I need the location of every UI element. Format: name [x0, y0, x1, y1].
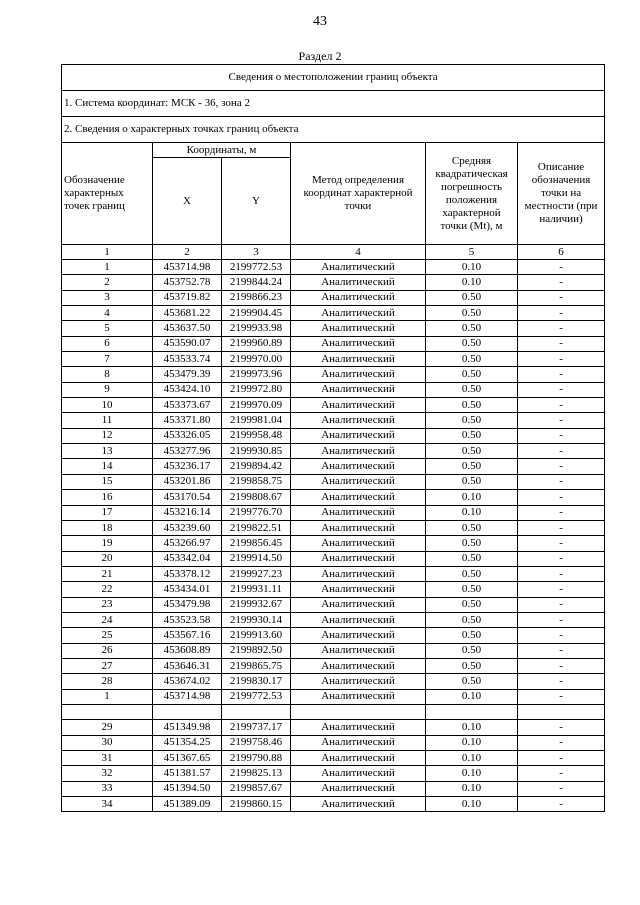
cell-coord-y: 2199866.23	[222, 290, 291, 305]
cell-point-number: 32	[62, 766, 153, 781]
header-description: Описание обозначения точки на местности (при наличии)	[518, 143, 605, 245]
cell-coord-x: 453378.12	[153, 566, 222, 581]
column-number: 5	[426, 245, 518, 260]
table-row	[62, 628, 605, 643]
cell-description: -	[518, 290, 605, 305]
cell-point-number: 23	[62, 597, 153, 612]
cell-method: Аналитический	[291, 398, 426, 413]
section-title: Раздел 2	[298, 49, 342, 63]
cell-accuracy: 0.50	[426, 582, 518, 597]
cell-point-number: 5	[62, 321, 153, 336]
cell-accuracy: 0.50	[426, 612, 518, 627]
table-row	[62, 505, 605, 520]
cell-coord-y: 2199860.15	[222, 797, 291, 812]
cell-point-number: 6	[62, 336, 153, 351]
cell-description: -	[518, 275, 605, 290]
cell-method: Аналитический	[291, 597, 426, 612]
cell-coord-x: 453714.98	[153, 689, 222, 704]
cell-method: Аналитический	[291, 658, 426, 673]
cell-accuracy: 0.10	[426, 751, 518, 766]
cell-coord-y: 2199825.13	[222, 766, 291, 781]
header-accuracy: Средняя квадратическая погрешность положения характерной точки (Mt), м	[426, 143, 518, 245]
cell-accuracy: 0.50	[426, 658, 518, 673]
cell-accuracy: 0.10	[426, 797, 518, 812]
cell-description: -	[518, 444, 605, 459]
cell-method: Аналитический	[291, 474, 426, 489]
cell-coord-y: 2199904.45	[222, 306, 291, 321]
table-row	[62, 290, 605, 305]
cell-description: -	[518, 781, 605, 796]
cell-coord-x: 453236.17	[153, 459, 222, 474]
cell-description: -	[518, 628, 605, 643]
cell-point-number: 7	[62, 352, 153, 367]
cell-method: Аналитический	[291, 352, 426, 367]
cell-coord-x: 453342.04	[153, 551, 222, 566]
cell-accuracy: 0.50	[426, 367, 518, 382]
cell-coord-y: 2199790.88	[222, 751, 291, 766]
cell-description	[518, 704, 605, 719]
table-row	[62, 751, 605, 766]
cell-description: -	[518, 536, 605, 551]
cell-accuracy: 0.50	[426, 474, 518, 489]
cell-accuracy: 0.50	[426, 566, 518, 581]
cell-description: -	[518, 766, 605, 781]
cell-accuracy: 0.50	[426, 336, 518, 351]
cell-description: -	[518, 505, 605, 520]
cell-coord-x: 453371.80	[153, 413, 222, 428]
cell-method: Аналитический	[291, 321, 426, 336]
table-row	[62, 597, 605, 612]
cell-coord-y: 2199927.23	[222, 566, 291, 581]
table-row	[62, 582, 605, 597]
cell-coord-x: 453326.05	[153, 428, 222, 443]
header-designation: Обозначение характерных точек границ	[62, 143, 153, 245]
cell-point-number: 3	[62, 290, 153, 305]
table-row	[62, 367, 605, 382]
cell-coord-y	[222, 704, 291, 719]
table-row	[62, 612, 605, 627]
cell-accuracy: 0.10	[426, 735, 518, 750]
cell-description: -	[518, 459, 605, 474]
cell-method: Аналитический	[291, 720, 426, 735]
cell-accuracy: 0.50	[426, 352, 518, 367]
cell-coord-x: 453646.31	[153, 658, 222, 673]
cell-point-number: 8	[62, 367, 153, 382]
cell-accuracy: 0.50	[426, 459, 518, 474]
table-row	[62, 520, 605, 535]
cell-description: -	[518, 720, 605, 735]
cell-coord-x: 451389.09	[153, 797, 222, 812]
cell-accuracy: 0.50	[426, 428, 518, 443]
column-number: 6	[518, 245, 605, 260]
cell-method: Аналитический	[291, 520, 426, 535]
cell-description: -	[518, 260, 605, 275]
coord-system: 1. Система координат: МСК - 36, зона 2	[62, 91, 605, 117]
cell-description: -	[518, 551, 605, 566]
table-row	[62, 444, 605, 459]
table-caption: Сведения о местоположении границ объекта	[62, 65, 605, 91]
cell-coord-x: 453216.14	[153, 505, 222, 520]
cell-description: -	[518, 306, 605, 321]
cell-coord-y: 2199737.17	[222, 720, 291, 735]
header-method: Метод определения координат характерной точки	[291, 143, 426, 245]
cell-coord-x: 453434.01	[153, 582, 222, 597]
cell-accuracy: 0.50	[426, 520, 518, 535]
cell-coord-y: 2199822.51	[222, 520, 291, 535]
cell-method: Аналитический	[291, 490, 426, 505]
points-heading: 2. Сведения о характерных точках границ объекта	[62, 117, 605, 143]
cell-method: Аналитический	[291, 643, 426, 658]
cell-description: -	[518, 582, 605, 597]
cell-method: Аналитический	[291, 382, 426, 397]
table-row	[62, 551, 605, 566]
header-coordinates: Координаты, м	[153, 143, 291, 158]
header-x: X	[153, 158, 222, 245]
cell-accuracy: 0.50	[426, 398, 518, 413]
cell-point-number: 4	[62, 306, 153, 321]
cell-method: Аналитический	[291, 444, 426, 459]
cell-coord-y: 2199914.50	[222, 551, 291, 566]
header-y: Y	[222, 158, 291, 245]
cell-point-number: 13	[62, 444, 153, 459]
cell-description: -	[518, 751, 605, 766]
cell-coord-y: 2199933.98	[222, 321, 291, 336]
cell-coord-y: 2199772.53	[222, 689, 291, 704]
table-row	[62, 689, 605, 704]
cell-accuracy: 0.10	[426, 720, 518, 735]
cell-point-number: 27	[62, 658, 153, 673]
cell-accuracy: 0.50	[426, 413, 518, 428]
table-row	[62, 720, 605, 735]
cell-point-number: 14	[62, 459, 153, 474]
cell-method: Аналитический	[291, 275, 426, 290]
cell-coord-y: 2199958.48	[222, 428, 291, 443]
cell-point-number: 16	[62, 490, 153, 505]
cell-coord-x: 453719.82	[153, 290, 222, 305]
cell-point-number: 28	[62, 674, 153, 689]
table-row	[62, 428, 605, 443]
table-row	[62, 490, 605, 505]
table-row	[62, 766, 605, 781]
cell-coord-x: 453681.22	[153, 306, 222, 321]
cell-accuracy: 0.50	[426, 382, 518, 397]
cell-method: Аналитический	[291, 612, 426, 627]
cell-accuracy: 0.50	[426, 306, 518, 321]
table-row	[62, 336, 605, 351]
cell-coord-x: 451354.25	[153, 735, 222, 750]
cell-accuracy: 0.50	[426, 674, 518, 689]
table-row	[62, 382, 605, 397]
cell-point-number: 31	[62, 751, 153, 766]
table-row	[62, 459, 605, 474]
cell-method: Аналитический	[291, 336, 426, 351]
cell-coord-y: 2199776.70	[222, 505, 291, 520]
cell-coord-x: 453523.58	[153, 612, 222, 627]
cell-point-number: 2	[62, 275, 153, 290]
cell-point-number: 19	[62, 536, 153, 551]
cell-coord-y: 2199913.60	[222, 628, 291, 643]
cell-method: Аналитический	[291, 781, 426, 796]
cell-coord-y: 2199772.53	[222, 260, 291, 275]
cell-coord-y: 2199758.46	[222, 735, 291, 750]
cell-method: Аналитический	[291, 428, 426, 443]
table-row	[62, 704, 605, 719]
column-number: 3	[222, 245, 291, 260]
cell-coord-y: 2199844.24	[222, 275, 291, 290]
cell-method: Аналитический	[291, 797, 426, 812]
cell-point-number: 24	[62, 612, 153, 627]
cell-point-number: 11	[62, 413, 153, 428]
cell-coord-x: 453266.97	[153, 536, 222, 551]
cell-coord-y: 2199808.67	[222, 490, 291, 505]
cell-method: Аналитический	[291, 505, 426, 520]
cell-accuracy: 0.10	[426, 490, 518, 505]
cell-coord-x: 453201.86	[153, 474, 222, 489]
cell-accuracy: 0.50	[426, 321, 518, 336]
cell-method: Аналитический	[291, 566, 426, 581]
cell-point-number: 9	[62, 382, 153, 397]
cell-point-number: 33	[62, 781, 153, 796]
cell-coord-x: 453373.67	[153, 398, 222, 413]
cell-accuracy: 0.50	[426, 444, 518, 459]
cell-coord-x: 453752.78	[153, 275, 222, 290]
cell-method: Аналитический	[291, 367, 426, 382]
cell-method: Аналитический	[291, 628, 426, 643]
cell-coord-x: 453567.16	[153, 628, 222, 643]
table-row	[62, 781, 605, 796]
cell-point-number: 26	[62, 643, 153, 658]
table-row	[62, 566, 605, 581]
cell-accuracy: 0.10	[426, 260, 518, 275]
cell-accuracy: 0.50	[426, 290, 518, 305]
cell-coord-y: 2199830.17	[222, 674, 291, 689]
cell-method: Аналитический	[291, 689, 426, 704]
cell-description: -	[518, 674, 605, 689]
cell-method: Аналитический	[291, 674, 426, 689]
cell-description: -	[518, 398, 605, 413]
column-numbers-row	[62, 245, 605, 260]
cell-description: -	[518, 336, 605, 351]
cell-point-number: 25	[62, 628, 153, 643]
cell-point-number: 18	[62, 520, 153, 535]
cell-method: Аналитический	[291, 306, 426, 321]
cell-point-number	[62, 704, 153, 719]
table-row	[62, 797, 605, 812]
cell-method: Аналитический	[291, 551, 426, 566]
cell-coord-y: 2199865.75	[222, 658, 291, 673]
table-row	[62, 306, 605, 321]
cell-point-number: 21	[62, 566, 153, 581]
cell-description: -	[518, 490, 605, 505]
cell-description: -	[518, 735, 605, 750]
cell-coord-x: 453533.74	[153, 352, 222, 367]
cell-coord-x: 453170.54	[153, 490, 222, 505]
cell-accuracy: 0.10	[426, 781, 518, 796]
cell-description: -	[518, 566, 605, 581]
cell-coord-y: 2199856.45	[222, 536, 291, 551]
cell-coord-y: 2199892.50	[222, 643, 291, 658]
table-row	[62, 321, 605, 336]
cell-coord-x: 453424.10	[153, 382, 222, 397]
cell-point-number: 30	[62, 735, 153, 750]
cell-coord-x: 453590.07	[153, 336, 222, 351]
cell-coord-x: 451349.98	[153, 720, 222, 735]
cell-coord-y: 2199973.96	[222, 367, 291, 382]
cell-coord-x: 453637.50	[153, 321, 222, 336]
cell-coord-y: 2199981.04	[222, 413, 291, 428]
cell-coord-y: 2199970.09	[222, 398, 291, 413]
cell-accuracy: 0.10	[426, 275, 518, 290]
cell-method: Аналитический	[291, 536, 426, 551]
table-row	[62, 352, 605, 367]
cell-coord-x: 453608.89	[153, 643, 222, 658]
table-row	[62, 536, 605, 551]
cell-accuracy: 0.10	[426, 689, 518, 704]
cell-coord-y: 2199894.42	[222, 459, 291, 474]
cell-coord-x: 453479.98	[153, 597, 222, 612]
cell-description: -	[518, 352, 605, 367]
cell-description: -	[518, 689, 605, 704]
cell-coord-x: 453239.60	[153, 520, 222, 535]
cell-method: Аналитический	[291, 735, 426, 750]
table-row	[62, 413, 605, 428]
table-row	[62, 398, 605, 413]
column-number: 4	[291, 245, 426, 260]
cell-point-number: 17	[62, 505, 153, 520]
cell-description: -	[518, 474, 605, 489]
cell-coord-y: 2199857.67	[222, 781, 291, 796]
cell-method: Аналитический	[291, 459, 426, 474]
cell-coord-x: 453277.96	[153, 444, 222, 459]
cell-accuracy: 0.50	[426, 551, 518, 566]
page-number: 43	[313, 14, 327, 29]
cell-accuracy: 0.50	[426, 536, 518, 551]
cell-method: Аналитический	[291, 290, 426, 305]
cell-point-number: 10	[62, 398, 153, 413]
cell-coord-y: 2199960.89	[222, 336, 291, 351]
cell-description: -	[518, 643, 605, 658]
cell-point-number: 1	[62, 260, 153, 275]
cell-coord-y: 2199858.75	[222, 474, 291, 489]
cell-method: Аналитический	[291, 751, 426, 766]
cell-method: Аналитический	[291, 582, 426, 597]
cell-coord-x: 451381.57	[153, 766, 222, 781]
cell-accuracy: 0.50	[426, 643, 518, 658]
boundary-table	[61, 64, 605, 812]
table-row	[62, 474, 605, 489]
cell-description: -	[518, 612, 605, 627]
table-row	[62, 643, 605, 658]
cell-coord-x: 453479.39	[153, 367, 222, 382]
table-row	[62, 275, 605, 290]
cell-description: -	[518, 321, 605, 336]
cell-point-number: 1	[62, 689, 153, 704]
cell-point-number: 20	[62, 551, 153, 566]
cell-coord-x: 453674.02	[153, 674, 222, 689]
cell-description: -	[518, 658, 605, 673]
cell-accuracy	[426, 704, 518, 719]
cell-coord-y: 2199972.80	[222, 382, 291, 397]
cell-description: -	[518, 597, 605, 612]
cell-description: -	[518, 520, 605, 535]
cell-method: Аналитический	[291, 260, 426, 275]
cell-method	[291, 704, 426, 719]
table-row	[62, 735, 605, 750]
cell-accuracy: 0.50	[426, 597, 518, 612]
cell-coord-x: 451367.65	[153, 751, 222, 766]
table-row	[62, 658, 605, 673]
cell-point-number: 22	[62, 582, 153, 597]
cell-description: -	[518, 367, 605, 382]
cell-description: -	[518, 382, 605, 397]
cell-method: Аналитический	[291, 413, 426, 428]
cell-description: -	[518, 428, 605, 443]
cell-point-number: 15	[62, 474, 153, 489]
cell-coord-x: 453714.98	[153, 260, 222, 275]
table-row	[62, 260, 605, 275]
cell-description: -	[518, 413, 605, 428]
cell-coord-y: 2199931.11	[222, 582, 291, 597]
cell-coord-y: 2199970.00	[222, 352, 291, 367]
cell-coord-y: 2199932.67	[222, 597, 291, 612]
cell-coord-y: 2199930.14	[222, 612, 291, 627]
cell-point-number: 29	[62, 720, 153, 735]
cell-coord-x: 451394.50	[153, 781, 222, 796]
cell-point-number: 34	[62, 797, 153, 812]
table-row	[62, 674, 605, 689]
cell-coord-x	[153, 704, 222, 719]
cell-accuracy: 0.10	[426, 766, 518, 781]
cell-accuracy: 0.10	[426, 505, 518, 520]
column-number: 1	[62, 245, 153, 260]
cell-method: Аналитический	[291, 766, 426, 781]
cell-point-number: 12	[62, 428, 153, 443]
cell-description: -	[518, 797, 605, 812]
column-number: 2	[153, 245, 222, 260]
cell-accuracy: 0.50	[426, 628, 518, 643]
cell-coord-y: 2199930.85	[222, 444, 291, 459]
